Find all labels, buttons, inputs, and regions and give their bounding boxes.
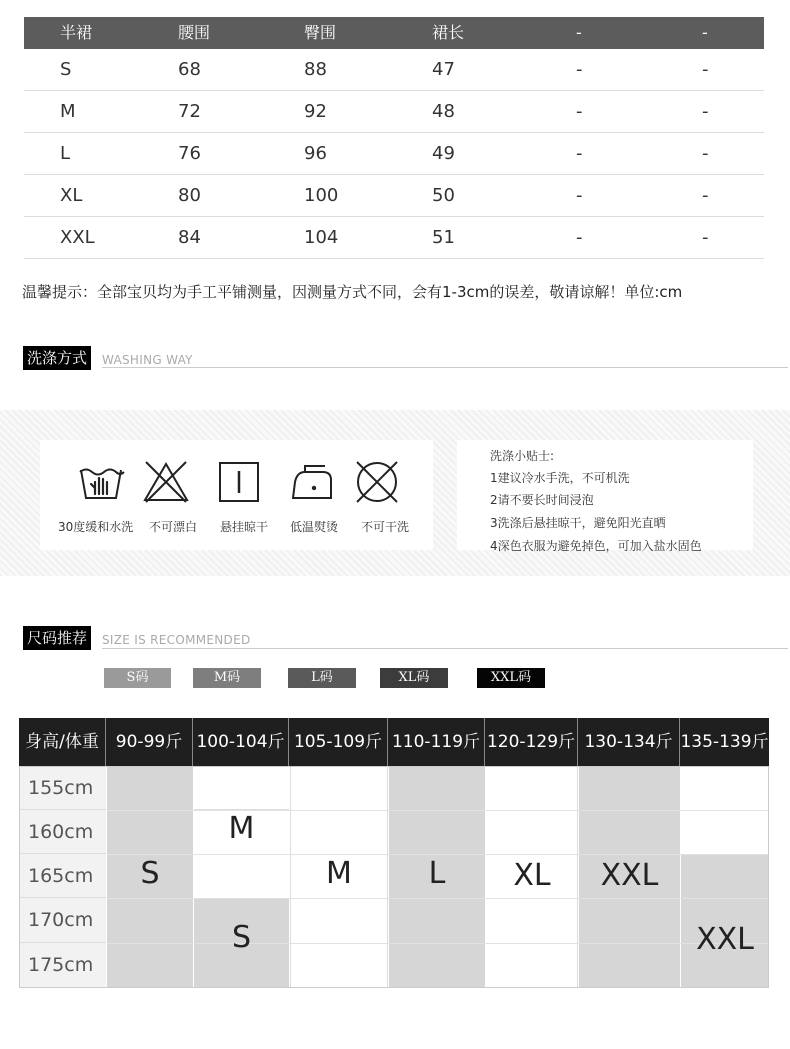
measurement-note: 温馨提示：全部宝贝均为手工平铺测量，因测量方式不同，会有1-3cm的误差，敬请谅解！单位:cm xyxy=(22,283,683,301)
size-label-s: S xyxy=(231,920,252,955)
table-cell: 47 xyxy=(432,59,455,80)
header-cell: 臀围 xyxy=(304,23,337,42)
header-cell: 腰围 xyxy=(178,23,211,42)
table-cell: 88 xyxy=(304,59,327,80)
wash-label: 不可干洗 xyxy=(361,520,410,534)
tips-title: 洗涤小贴士: xyxy=(490,449,555,463)
table-cell: L xyxy=(60,143,71,164)
grid-line xyxy=(107,854,769,855)
table-cell: 96 xyxy=(304,143,327,164)
no-bleach-icon xyxy=(142,460,190,504)
wash-label: 不可漂白 xyxy=(149,520,198,534)
grid-line xyxy=(19,987,769,988)
size-block-xxl xyxy=(681,854,769,988)
table-cell: 104 xyxy=(304,227,339,248)
size-label-m: M xyxy=(326,856,352,891)
table-cell: - xyxy=(576,59,583,80)
tip-item: 1建议冷水手洗，不可机洗 xyxy=(490,471,630,485)
table-row xyxy=(24,49,764,91)
table-cell: 50 xyxy=(432,185,455,206)
table-cell: 80 xyxy=(178,185,201,206)
table-cell: - xyxy=(702,101,709,122)
table-cell: 51 xyxy=(432,227,455,248)
washing-section-subtitle: WASHING WAY xyxy=(102,353,193,367)
weight-header: 105-109斤 xyxy=(289,718,388,766)
table-cell: 76 xyxy=(178,143,201,164)
size-label-m: M xyxy=(228,811,255,846)
table-cell: 84 xyxy=(178,227,201,248)
washing-tips-panel xyxy=(457,440,753,553)
weight-header: 120-129斤 xyxy=(485,718,578,766)
table-cell: 92 xyxy=(304,101,327,122)
size-table-header xyxy=(24,17,764,49)
table-cell: - xyxy=(702,227,709,248)
size-label-xxl: XXL xyxy=(696,922,754,957)
size-label-xl: XL xyxy=(513,858,551,893)
size-label-xxl: XXL xyxy=(600,858,659,893)
table-row xyxy=(24,217,764,259)
table-cell: - xyxy=(576,227,583,248)
size-recommendation-table xyxy=(19,718,769,988)
weight-header: 135-139斤 xyxy=(680,718,769,766)
table-cell: - xyxy=(702,59,709,80)
legend-xxl: XXL码 xyxy=(477,668,545,688)
hang-dry-icon xyxy=(216,460,264,504)
wash-label: 悬挂晾干 xyxy=(220,520,269,534)
recommend-section-subtitle: SIZE IS RECOMMENDED xyxy=(102,633,251,647)
empty-cell xyxy=(194,766,289,810)
header-cell: - xyxy=(702,23,708,42)
weight-header: 90-99斤 xyxy=(106,718,193,766)
legend-m: M码 xyxy=(193,668,261,688)
table-cell: - xyxy=(702,143,709,164)
table-cell: 72 xyxy=(178,101,201,122)
no-dry-clean-icon xyxy=(353,460,401,504)
table-cell: - xyxy=(576,143,583,164)
table-row xyxy=(24,91,764,133)
tip-item: 2请不要长时间浸泡 xyxy=(490,493,594,507)
size-label-s: S xyxy=(140,856,160,891)
table-cell: - xyxy=(576,101,583,122)
recommend-section-title: 尺码推荐 xyxy=(23,626,91,650)
weight-header: 110-119斤 xyxy=(388,718,485,766)
table-cell: - xyxy=(576,185,583,206)
height-label: 160cm xyxy=(19,810,106,854)
table-cell: 48 xyxy=(432,101,455,122)
table-row xyxy=(24,175,764,217)
wash-label: 低温熨烫 xyxy=(290,520,339,534)
divider xyxy=(102,367,788,368)
washing-section-title: 洗涤方式 xyxy=(23,346,91,370)
table-cell: XL xyxy=(60,185,83,206)
table-cell: M xyxy=(60,101,76,122)
tip-item: 3洗涤后悬挂晾干，避免阳光直晒 xyxy=(490,516,666,530)
table-cell: 68 xyxy=(178,59,201,80)
header-cell: 裙长 xyxy=(432,23,465,42)
legend-xl: XL码 xyxy=(380,668,448,688)
grid-line xyxy=(107,898,769,899)
height-label: 170cm xyxy=(19,898,106,943)
legend-s: S码 xyxy=(104,668,171,688)
weight-header: 100-104斤 xyxy=(193,718,289,766)
table-row xyxy=(24,133,764,175)
hand-wash-30-icon xyxy=(78,460,126,504)
washing-icons-panel xyxy=(40,440,433,550)
weight-header: 130-134斤 xyxy=(578,718,680,766)
table-cell: XXL xyxy=(60,227,95,248)
table-cell: S xyxy=(60,59,72,80)
divider xyxy=(102,648,788,649)
tip-item: 4深色衣服为避免掉色，可加入盐水固色 xyxy=(490,539,702,553)
table-cell: - xyxy=(702,185,709,206)
corner-header: 身高/体重 xyxy=(19,718,106,766)
legend-l: L码 xyxy=(288,668,356,688)
table-cell: 100 xyxy=(304,185,339,206)
height-label: 165cm xyxy=(19,854,106,898)
height-label: 155cm xyxy=(19,766,106,810)
size-label-l: L xyxy=(428,856,446,891)
size-table xyxy=(24,17,764,259)
low-iron-icon xyxy=(287,460,335,504)
header-cell: - xyxy=(576,23,582,42)
header-cell: 半裙 xyxy=(60,23,93,42)
height-label: 175cm xyxy=(19,943,106,988)
table-cell: 49 xyxy=(432,143,455,164)
wash-label: 30度缓和水洗 xyxy=(58,520,134,534)
